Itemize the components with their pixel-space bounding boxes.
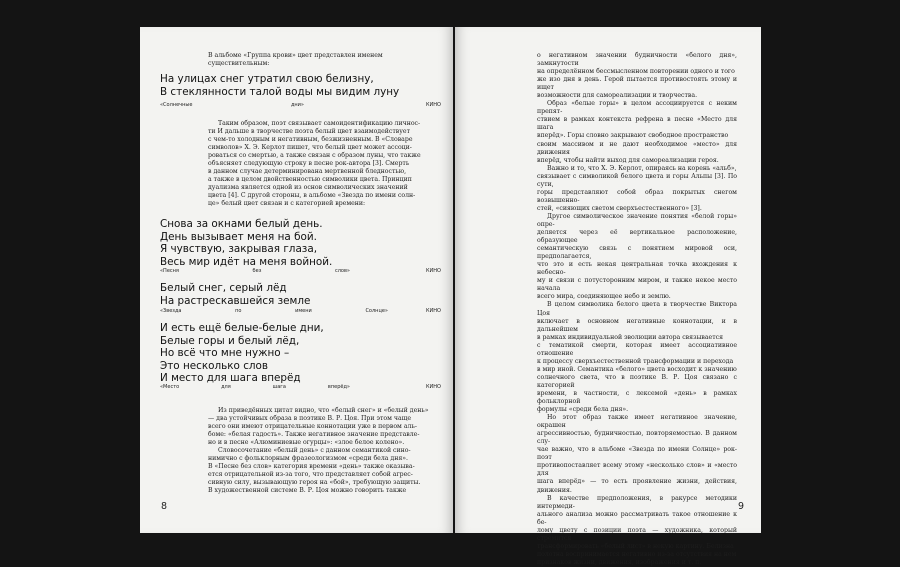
text-line: к процессу сверхъестественной трансформации и перехода xyxy=(537,357,734,365)
quote-line: День вызывает меня на бой. xyxy=(160,230,317,243)
text-line: ального анализа можно рассматривать такое отношение к бе- xyxy=(537,510,737,526)
text-line: с чем-то холодным и негативным, безжизненным. В «Словаре xyxy=(208,136,413,144)
quote-line: И есть ещё белые-белые дни, xyxy=(160,322,324,334)
text-line: своим массивом и не дают необходимое «место» для движения xyxy=(537,140,737,156)
page-number: 8 xyxy=(161,501,168,512)
text-line: семантическую связь с понятием мировой оси, предполагается, xyxy=(537,245,737,261)
quote-line: Снова за окнами белый день. xyxy=(160,218,323,230)
quote-citation xyxy=(160,384,441,392)
citation-band: КИНО xyxy=(426,308,441,314)
body-paragraph xyxy=(208,120,430,209)
text-line: В «Песне без слов» категория времени «день» также оказыва- xyxy=(208,463,415,471)
right-column xyxy=(537,52,737,567)
text-line: Образ «белые горы» в целом ассоциируется с неким препят- xyxy=(537,100,737,116)
text-line: на определённом бессмысленном повторении одного и того xyxy=(537,68,735,76)
body-paragraph xyxy=(208,407,430,496)
text-line: солнечного света, что в поэтике В. Р. Цоя связано с категорией xyxy=(537,373,737,389)
text-line: сивную силу, вызывающую героя на «бой», требующую защиты. xyxy=(208,479,421,487)
text-line: времени, в частности, с лексемой «день» в рамках фольклорной xyxy=(537,389,737,406)
text-line: о негативном значении будничности «белого дня», замкнутости xyxy=(537,52,737,68)
citation-word: вперёд» xyxy=(327,384,350,390)
text-line: признаков жизни, движения, изображения и т. п. xyxy=(537,558,702,566)
text-line: возможности для самореализации и творчества. xyxy=(537,92,698,100)
quote-block xyxy=(160,218,440,268)
text-line: В качестве предположения, в ракурсе методики интермеди- xyxy=(537,494,737,510)
text-line: — два устойчивых образа в поэтике В. Р. Цоя. При этом чаще xyxy=(208,415,412,423)
text-line: всего мира, соединяющее небо и землю. xyxy=(537,293,671,301)
text-line: шага вперёд» — то есть проявление жизни, действия, движения. xyxy=(537,478,737,494)
left-page xyxy=(140,27,453,533)
citation-band: КИНО xyxy=(426,384,441,390)
text-line: нимично с фольклорным фразеологизмом «среди бела дня». xyxy=(208,455,409,463)
quote-line: Весь мир идёт на меня войной. xyxy=(160,255,333,268)
quote-citation xyxy=(160,102,441,110)
citation-word: «Звезда xyxy=(160,308,182,314)
text-line: чае важно, что в альбоме «Звезда по имени Солнце» рок-поэт xyxy=(537,446,737,462)
text-line: в данном случае детерминирована мертвенной бледностью, xyxy=(208,168,407,176)
citation-word: без xyxy=(252,268,262,274)
citation-word: Солнце» xyxy=(365,308,388,314)
citation-word: по xyxy=(235,308,242,314)
citation-word: «Солнечные xyxy=(160,102,193,108)
text-line: Важно и то, что Х. Э. Керлот, опираясь на корень «альб», xyxy=(547,164,737,172)
text-line: объясняет следующую строку в песне рок-автора [3]. Смерть xyxy=(208,160,410,168)
text-line: боме: «белая гадость». Также негативное значение представле- xyxy=(208,431,420,439)
text-line: противопоставляет всему этому «несколько слов» и «место для xyxy=(537,462,737,478)
intro-paragraph xyxy=(208,52,428,68)
citation-word: шага xyxy=(272,384,286,390)
quote-line: Белый снег, серый лёд xyxy=(160,282,287,294)
text-line: цвета [4]. С другой стороны, в альбоме «Звезда по имени солн- xyxy=(208,192,416,200)
citation-word: для xyxy=(221,384,231,390)
text-line: формулы «среди бела дня». xyxy=(537,406,629,414)
quote-block xyxy=(160,73,440,98)
text-line: В художественной системе В. Р. Цоя можно говорить также xyxy=(208,487,407,495)
text-line: включает в основном негативные коннотации, и в дальнейшем xyxy=(537,317,737,333)
text-line: с тематикой смерти, которая имеет ассоциативное отношение xyxy=(537,341,737,357)
text-line: в рамках индивидуальной эволюции автора связывается xyxy=(537,333,723,341)
citation-word: имени xyxy=(295,308,312,314)
text-line: Другое символическое значение понятия «белой горы» опре- xyxy=(537,212,737,228)
text-line: агрессивностью, будничностью, повторяемостью. В данном слу- xyxy=(537,430,737,446)
text-line: Но этот образ также имеет негативное значение, окрашен xyxy=(537,414,737,430)
text-line: горы представляют собой образ покрытых снегом возвышенно- xyxy=(537,188,737,204)
quote-line: На улицах снег утратил свою белизну, xyxy=(160,73,374,85)
text-line: му и связи с потусторонним миром, и также некое место начала xyxy=(537,277,737,293)
quote-line: Я чувствую, закрывая глаза, xyxy=(160,243,318,256)
text-line: что это и есть некая центральная точка вхождения к небесно- xyxy=(537,261,737,277)
text-line: вперёд, чтобы найти выход для самореализации героя. xyxy=(537,156,719,164)
text-line: полотна воспринимается негативно из-за отсутствия на нем xyxy=(537,550,737,558)
text-line: же изо дня в день. Герой пытается противостоять этому и ищет xyxy=(537,76,737,92)
citation-word: «Место xyxy=(160,384,180,390)
text-line: Таким образом, поэт связывает самоидентификацию личнос- xyxy=(218,120,421,127)
quote-line: Белые горы и белый лёд, xyxy=(160,334,300,347)
text-line: В целом символика белого цвета в творчестве Виктора Цоя xyxy=(537,301,737,317)
intro-line: существительным: xyxy=(208,60,270,68)
text-line: но и в песне «Алюминиевые огурцы»: «злое белое колено». xyxy=(208,439,405,447)
quote-block xyxy=(160,322,440,385)
quote-line: Это несколько слов xyxy=(160,359,269,372)
text-line: дуализма является одной из основ символических значений xyxy=(208,184,408,192)
text-line: стей, «сияющих светом сверхъестественного» [3]. xyxy=(537,204,702,212)
quote-line: На растрескавшейся земле xyxy=(160,294,311,307)
text-line: символов» Х. Э. Керлот пишет, что белый цвет может ассоци- xyxy=(208,144,412,152)
text-line: в мир иной. Семантика «белого» цвета восходит к значению xyxy=(537,365,737,373)
page-number: 9 xyxy=(738,501,745,512)
text-line: деляется через её вертикальное расположение, образующее xyxy=(537,229,737,245)
citation-band: КИНО xyxy=(426,268,441,274)
text-line: це» белый цвет связан и с категорией времени: xyxy=(208,200,366,208)
right-page xyxy=(455,27,761,566)
quote-citation xyxy=(160,308,441,316)
citation-word: дни» xyxy=(290,102,304,108)
quote-block xyxy=(160,282,440,307)
text-line: лому цвету с позиции поэта — художника, который стремится xyxy=(537,526,737,542)
text-line: ти И дальше в творчестве поэта белый цвет взаимодействует xyxy=(208,128,410,136)
citation-band: КИНО xyxy=(426,102,441,108)
intro-line: В альбоме «Группа крови» цвет представлен именем xyxy=(208,52,383,59)
text-line: трансформировать «белый лист» в некую картину. Белизна xyxy=(537,542,734,550)
text-line: ствием в рамках контекста рефрена в песне «Место для шага xyxy=(537,116,737,132)
quote-line: И место для шага вперёд xyxy=(160,372,301,385)
text-line: Из приведённых цитат видно, что «белый снег» и «белый день» xyxy=(218,407,429,414)
text-line: Словосочетание «белый день» с данном семантикой сино- xyxy=(218,447,411,455)
text-line: вперёд». Горы словно закрывают свободное пространство xyxy=(537,132,729,140)
citation-word: слов» xyxy=(334,268,350,274)
text-line: ется отрицательной из-за того, что представляет собой агрес- xyxy=(208,471,413,479)
quote-line: Но всё что мне нужно – xyxy=(160,347,290,360)
citation-word: «Песня xyxy=(160,268,179,274)
text-line: роваться со смертью, а также связан с образом луны, что также xyxy=(208,152,421,160)
quote-citation xyxy=(160,268,441,276)
text-line: связывает с символикой белого цвета и горы Альпы [3]. По сути, xyxy=(537,172,737,188)
quote-line: В стеклянности талой воды мы видим луну xyxy=(160,85,400,98)
text-line: а также в целом двойственностью символики цвета. Принцип xyxy=(208,176,412,184)
text-line: всего они имеют отрицательные коннотации уже в первом аль- xyxy=(208,423,417,431)
